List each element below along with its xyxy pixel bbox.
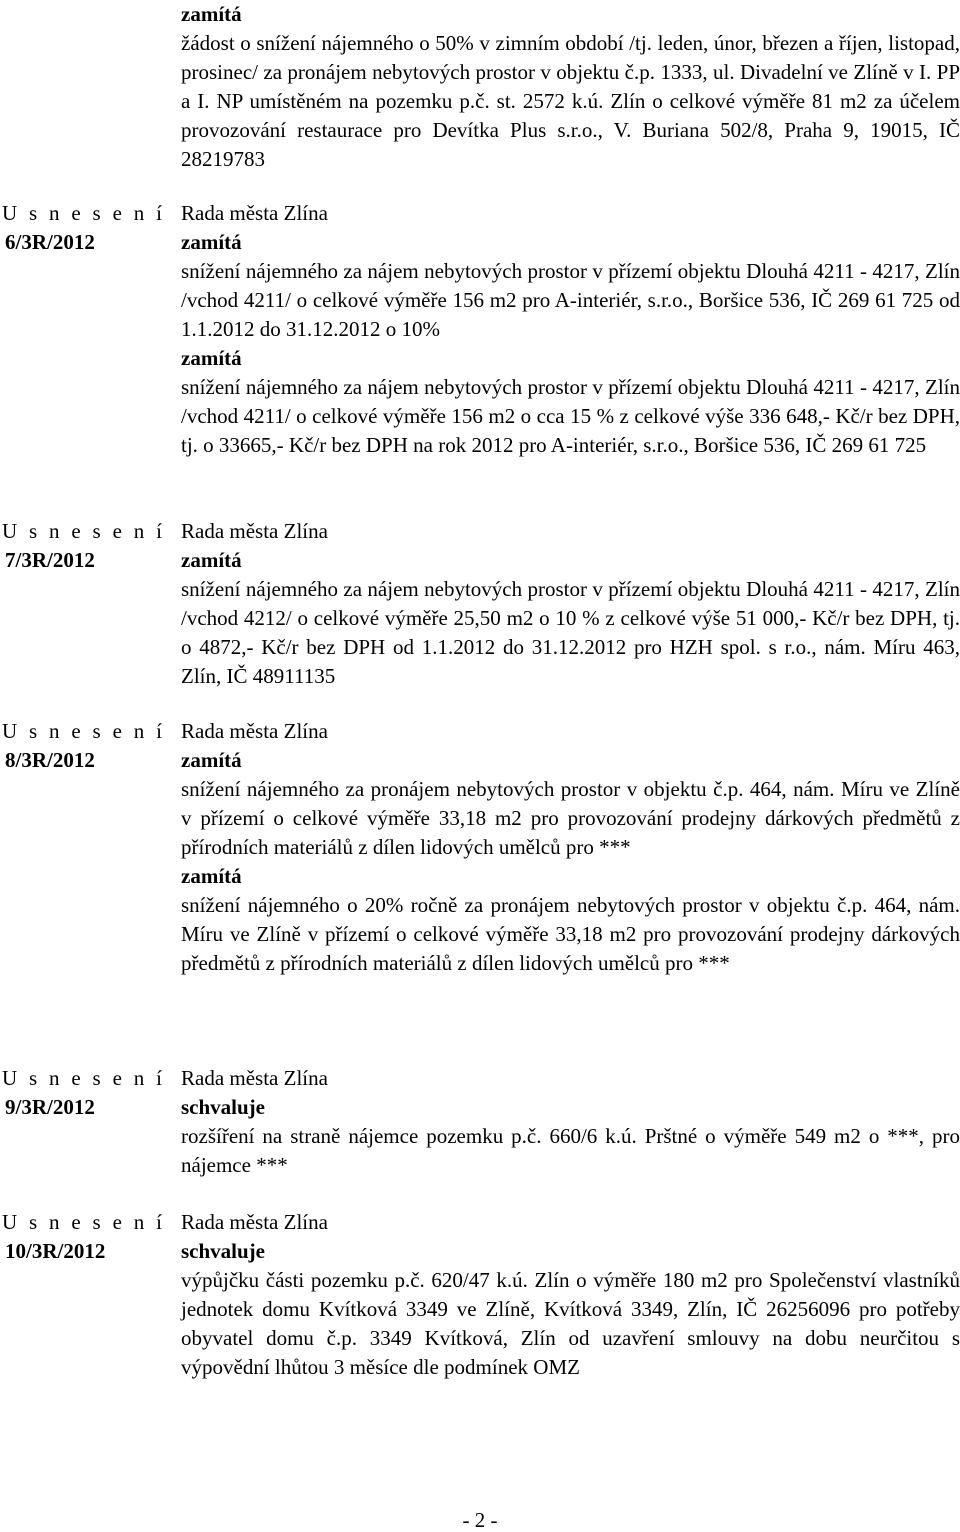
resolution-header: U s n e s e n í [2, 1210, 166, 1234]
decision-verb: zamítá [181, 548, 242, 572]
decision-text: snížení nájemného za nájem nebytových prostor v přízemí objektu Dlouhá 4211 - 4217, Zlín /vchod 4211/ o celkové výměře 156 m2 pro A-interiér, s.r.o., Boršice 536, IČ 269 61 725 od 1.1.2012 do 31.12.2012 o 10% [181, 259, 960, 341]
resolution-number: 6/3R/2012 [5, 230, 95, 254]
resolution-number: 8/3R/2012 [5, 748, 95, 772]
resolution-authority: Rada města Zlína [181, 201, 328, 225]
decision-text: snížení nájemného za nájem nebytových prostor v přízemí objektu Dlouhá 4211 - 4217, Zlín /vchod 4211/ o celkové výměře 156 m2 o cca 15 % z celkové výše 336 648,- Kč/r bez DPH, tj. o 33665,- Kč/r bez DPH na rok 2012 pro A-interiér, s.r.o., Boršice 536, IČ 269 61 725 [181, 375, 960, 457]
decision-verb: zamítá [181, 748, 242, 772]
decision-text: žádost o snížení nájemného o 50% v zimním období /tj. leden, únor, březen a říjen, listopad, prosinec/ za pronájem nebytových prostor v objektu č.p. 1333, ul. Divadelní ve Zlíně v I. PP a I. NP umístěném na pozemku p.č. st. 2572 k.ú. Zlín o celkové výměře 81 m2 za účelem provozování restaurace pro Devítka Plus s.r.o., V. Buriana 502/8, Praha 9, 19015, IČ 28219783 [181, 31, 960, 171]
resolution-number: 9/3R/2012 [5, 1095, 95, 1119]
resolution-number: 10/3R/2012 [5, 1239, 106, 1263]
resolution-authority: Rada města Zlína [181, 1066, 328, 1090]
resolution-authority: Rada města Zlína [181, 719, 328, 743]
decision-text: snížení nájemného za nájem nebytových prostor v přízemí objektu Dlouhá 4211 - 4217, Zlín /vchod 4212/ o celkové výměře 25,50 m2 o 10 % z celkové výše 51 000,- Kč/r bez DPH, tj. o 4872,- Kč/r bez DPH od 1.1.2012 do 31.12.2012 pro HZH spol. s r.o., nám. Míru 463, Zlín, IČ 48911135 [181, 577, 960, 688]
decision-text: snížení nájemného za pronájem nebytových prostor v objektu č.p. 464, nám. Míru ve Zlíně v přízemí o celkové výměře 33,18 m2 pro provozování prodejny dárkových předmětů z přírodních materiálů z dílen lidových umělců pro *** [181, 777, 960, 859]
decision-verb: zamítá [181, 346, 242, 370]
resolution-header: U s n e s e n í [2, 719, 166, 743]
page-number: - 2 - [462, 1508, 498, 1532]
decision-verb: zamítá [181, 864, 242, 888]
decision-text: snížení nájemného o 20% ročně za pronájem nebytových prostor v objektu č.p. 464, nám. Míru ve Zlíně v přízemí o celkové výměře 33,18 m2 pro provozování prodejny dárkových předmětů z přírodních materiálů z dílen lidových umělců pro *** [181, 893, 960, 975]
decision-verb: zamítá [181, 2, 242, 26]
decision-text: rozšíření na straně nájemce pozemku p.č. 660/6 k.ú. Prštné o výměře 549 m2 o ***, pro nájemce *** [181, 1124, 960, 1177]
resolution-authority: Rada města Zlína [181, 1210, 328, 1234]
decision-verb: schvaluje [181, 1095, 265, 1119]
resolution-header: U s n e s e n í [2, 519, 166, 543]
resolution-authority: Rada města Zlína [181, 519, 328, 543]
resolution-header: U s n e s e n í [2, 1066, 166, 1090]
resolution-header: U s n e s e n í [2, 201, 166, 225]
decision-verb: zamítá [181, 230, 242, 254]
decision-text: výpůjčku části pozemku p.č. 620/47 k.ú. Zlín o výměře 180 m2 pro Společenství vlastníků jednotek domu Kvítková 3349 ve Zlíně, Kvítková 3349, Zlín, IČ 26256096 pro potřeby obyvatel domu č.p. 3349 Kvítková, Zlín od uzavření smlouvy na dobu neurčitou s výpovědní lhůtou 3 měsíce dle podmínek OMZ [181, 1268, 960, 1379]
decision-verb: schvaluje [181, 1239, 265, 1263]
resolution-number: 7/3R/2012 [5, 548, 95, 572]
